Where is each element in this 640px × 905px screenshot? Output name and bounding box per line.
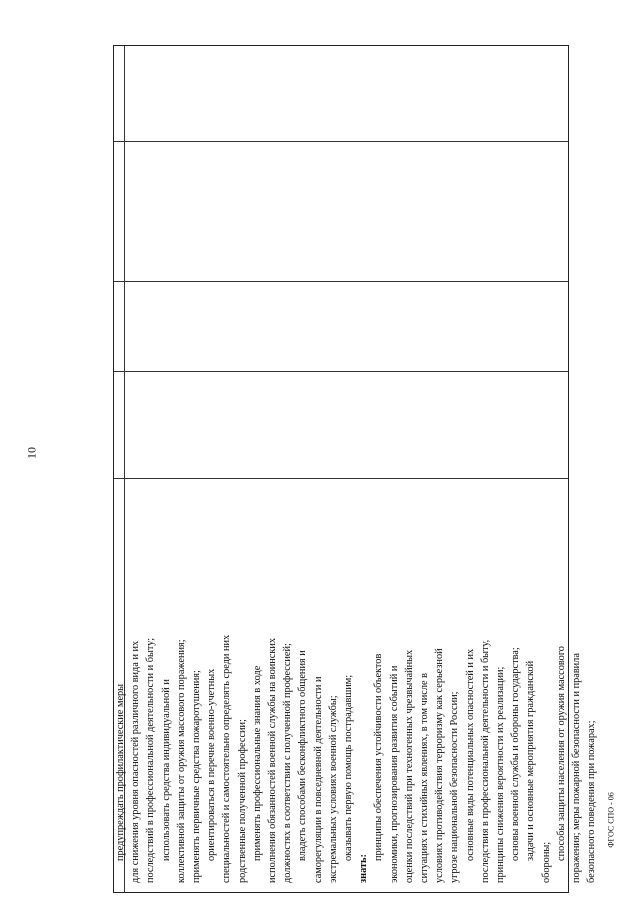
- text-line: задачи и основные мероприятия гражданской: [525, 660, 537, 861]
- text-line: использовать средства индивидуальной и: [160, 679, 172, 861]
- text-line: коллективной защиты от оружия массового поражения;: [175, 639, 187, 883]
- footer-code: ФГОС СПО - 06: [606, 792, 616, 848]
- text-line: ориентироваться в перечне военно-учетных: [206, 668, 218, 861]
- page-number: 10: [24, 447, 39, 459]
- text-line: способы защиты населения от оружия массового: [555, 646, 567, 861]
- text-line: оказывать первую помощь пострадавшим;: [343, 674, 355, 861]
- text-line: основы военной службы и обороны государства;: [510, 647, 522, 861]
- text-line: применять профессиональные знания в ходе: [251, 665, 263, 861]
- text-line: угрозе национальной безопасности России;: [449, 691, 461, 883]
- text-line: принципы обеспечения устойчивости объектов: [373, 653, 385, 861]
- text-line: для снижения уровня опасностей различного вида и их: [130, 640, 142, 883]
- text-line: обороны;: [540, 841, 552, 883]
- text-line: владеть способами бесконфликтного общения и: [297, 650, 309, 861]
- row-divider: [114, 141, 568, 142]
- text-line: саморегуляции в повседневной деятельности и: [312, 676, 324, 883]
- text-line: экономики, прогнозирования развития событий и: [388, 665, 400, 883]
- text-line: экстремальных условиях военной службы;: [327, 695, 339, 883]
- text-line: безопасного поведения при пожарах;: [586, 720, 598, 883]
- text-line: последствий в профессиональной деятельности и быту;: [145, 637, 157, 883]
- text-line: знать:: [358, 854, 370, 883]
- text-line: должностях в соответствии с полученной профессией;: [282, 643, 294, 883]
- text-line: оценки последствий при техногенных чрезвычайных: [403, 649, 415, 883]
- row-divider: [114, 371, 568, 372]
- text-line: исполнения обязанностей военной службы на воинских: [267, 638, 279, 883]
- text-line: применять первичные средства пожаротушения;: [191, 670, 203, 883]
- text-line: поражения; меры пожарной безопасности и правила: [571, 653, 583, 883]
- text-line: ситуациях и стихийных явлениях, в том числе в: [419, 673, 431, 883]
- text-line: условиях противодействия терроризму как серьезной: [434, 648, 446, 883]
- row-divider: [114, 281, 568, 282]
- cell-text-block: [113, 475, 598, 889]
- text-line: родственные полученной профессии;: [236, 719, 248, 883]
- text-line: принципы снижения вероятности их реализации;: [495, 666, 507, 883]
- text-line: основные виды потенциальных опасностей и их: [464, 648, 476, 861]
- text-line: специальностей и самостоятельно определять среди них: [221, 634, 233, 883]
- text-line: предупреждать профилактические меры: [115, 683, 126, 861]
- text-line: последствия в профессиональной деятельности и быту,: [479, 639, 491, 883]
